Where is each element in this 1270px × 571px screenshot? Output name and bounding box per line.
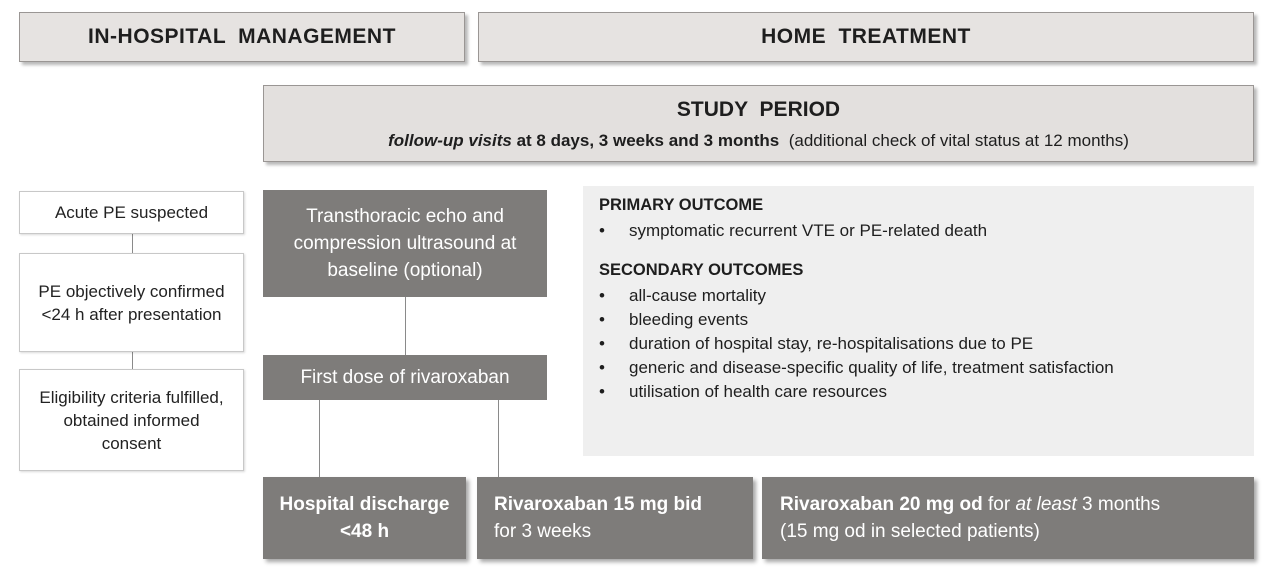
dose-to-rivaroxaban-connector — [498, 400, 499, 477]
rivaroxaban-20-for: for — [988, 494, 1011, 515]
step-pe-confirmed — [19, 253, 244, 352]
study-period-subtitle — [264, 131, 1253, 151]
left-connector-2 — [132, 352, 133, 369]
rivaroxaban-20-line2: (15 mg od in selected patients) — [780, 521, 1040, 542]
home-treatment-label: HOME TREATMENT — [761, 25, 971, 48]
step-label: Eligibility criteria fulfilled, obtained informed consent — [39, 387, 224, 453]
follow-up-visits-label: follow-up visits — [388, 131, 512, 150]
outcomes-panel — [583, 186, 1254, 456]
visit-schedule: at 8 days, 3 weeks and 3 months — [516, 131, 780, 150]
left-connector-1 — [132, 234, 133, 253]
rivaroxaban-20-at-least: at least — [1015, 494, 1077, 515]
rivaroxaban-15-duration: for 3 weeks — [494, 521, 592, 542]
step-label: Acute PE suspected — [54, 203, 209, 222]
rivaroxaban-20-line1 — [780, 491, 1160, 518]
hospital-discharge-box — [263, 477, 466, 559]
rivaroxaban-20-dose: Rivaroxaban 20 mg od — [780, 494, 983, 515]
step-eligibility — [19, 369, 244, 471]
first-dose-box — [263, 355, 547, 400]
rivaroxaban-20-months: 3 months — [1082, 494, 1161, 515]
home-treatment-header — [478, 12, 1254, 62]
vital-status-note: (additional check of vital status at 12 months) — [788, 131, 1129, 150]
baseline-echo-label: Transthoracic echo and compression ultrasound at baseline (optional) — [293, 206, 517, 281]
study-period-box — [263, 85, 1254, 162]
first-dose-label: First dose of rivaroxaban — [300, 367, 510, 388]
rivaroxaban-15-box — [477, 477, 753, 559]
list-item: • duration of hospital stay, re-hospitalisations due to PE — [599, 332, 1238, 356]
rivaroxaban-15-dose: Rivaroxaban 15 mg bid — [494, 494, 703, 515]
step-label: PE objectively confirmed <24 h after presentation — [38, 281, 225, 324]
secondary-outcome-list — [599, 284, 1238, 404]
baseline-echo-box — [263, 190, 547, 297]
echo-to-dose-connector — [405, 297, 406, 355]
list-item: • generic and disease-specific quality of life, treatment satisfaction — [599, 356, 1238, 380]
dose-to-discharge-connector — [319, 400, 320, 477]
list-item: • bleeding events — [599, 308, 1238, 332]
list-item: • utilisation of health care resources — [599, 380, 1238, 404]
in-hospital-header — [19, 12, 465, 62]
study-period-title: STUDY PERIOD — [676, 98, 841, 121]
secondary-outcomes-title: SECONDARY OUTCOMES — [599, 261, 804, 279]
step-acute-pe-suspected — [19, 191, 244, 234]
rivaroxaban-20-box — [762, 477, 1254, 559]
primary-outcome-list — [599, 219, 1238, 243]
list-item: • all-cause mortality — [599, 284, 1238, 308]
hospital-discharge-label: Hospital discharge <48 h — [279, 494, 450, 542]
in-hospital-label: IN-HOSPITAL MANAGEMENT — [88, 25, 396, 48]
list-item: • symptomatic recurrent VTE or PE-related death — [599, 219, 1238, 243]
primary-outcome-title: PRIMARY OUTCOME — [599, 196, 764, 214]
